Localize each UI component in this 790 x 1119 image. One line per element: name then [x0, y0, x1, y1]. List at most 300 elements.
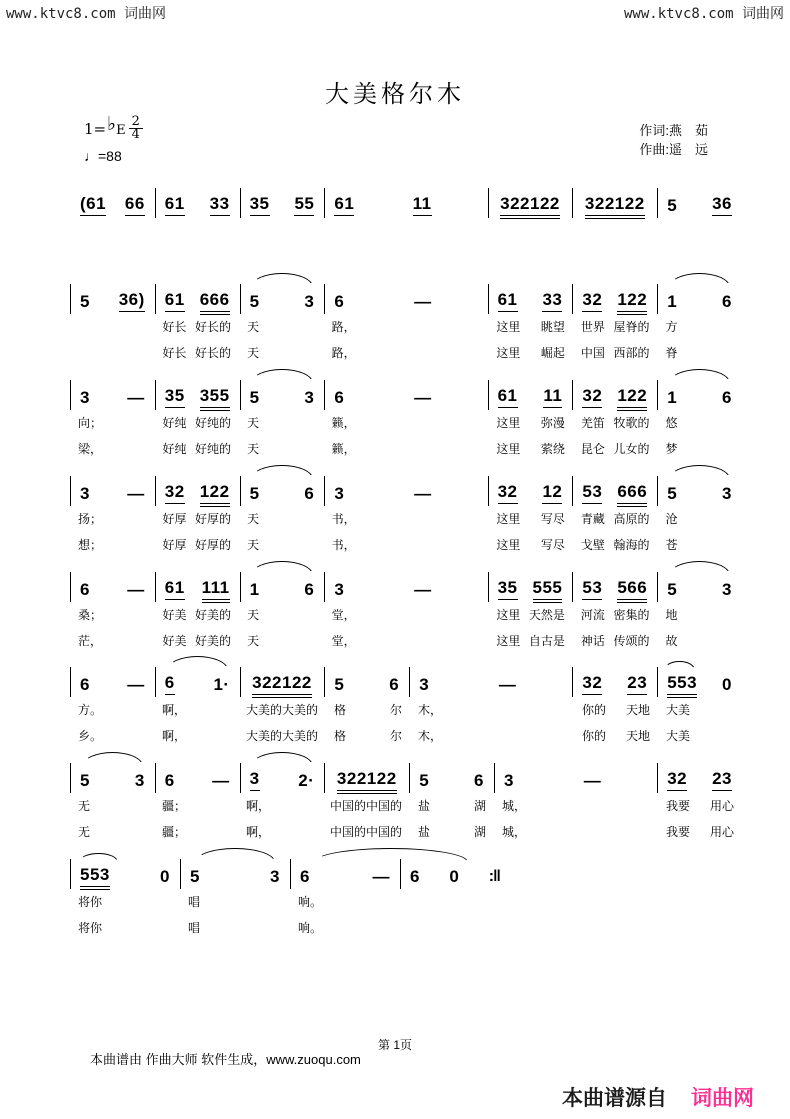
lyric-syllable: 堂， [331, 608, 356, 622]
note-group: 5 [249, 292, 260, 311]
lyric-syllable: 好长 [162, 346, 187, 360]
lyric-cell [400, 919, 510, 936]
measure [324, 176, 487, 218]
note-group: — [414, 484, 432, 503]
lyric-syllable: 书， [331, 512, 356, 526]
lyric-cell [657, 632, 742, 649]
note-group: 1 [667, 292, 678, 311]
lyric-cell [488, 414, 573, 431]
note-group: 55 [294, 194, 314, 216]
note-group: 32 [582, 290, 602, 312]
lyric-syllable: 湖 [474, 825, 487, 839]
lyric-cell [410, 727, 574, 744]
lyric-cell [70, 606, 155, 623]
lyric-syllable: 无 [78, 799, 91, 813]
note-group: 322122 [252, 673, 312, 695]
slur-arc [669, 465, 730, 479]
lyric-cell [573, 440, 658, 457]
lyric-cell [155, 606, 240, 623]
lyric-syllable: 方 [665, 320, 678, 334]
lyric-syllable: 羌笛 [580, 416, 605, 430]
measure [657, 560, 742, 602]
note-group: — [127, 388, 145, 407]
measure [657, 368, 742, 410]
lyric-syllable: 天 [247, 320, 260, 334]
lyric-syllable: 木， [418, 703, 443, 717]
slur-arc [251, 561, 312, 575]
lyric-syllable: 响。 [298, 921, 323, 935]
lyric-syllable: 啊， [162, 703, 187, 717]
lyricist-credit: 作词:燕 茹 [639, 123, 708, 138]
time-top: 2 [129, 116, 143, 129]
note-group: 0 [722, 675, 732, 694]
lyric-row-verse-2 [70, 344, 742, 361]
measure [155, 751, 240, 793]
note-group: 5 [249, 388, 260, 407]
note-group: 6 [164, 771, 175, 790]
lyric-syllable: 格 [334, 703, 347, 717]
lyric-cell [324, 414, 489, 431]
lyric-syllable: 天 [247, 442, 260, 456]
lyric-cell [488, 344, 573, 361]
system-4 [70, 464, 742, 552]
measure [572, 464, 657, 506]
page-title: 大美格尔木 [325, 80, 465, 108]
lyric-syllable: 茫， [78, 634, 103, 648]
note-group: 3 [722, 484, 732, 503]
slur-arc [251, 752, 312, 766]
measure [240, 655, 325, 697]
note-group: 6 [80, 675, 90, 694]
note-group: 61 [498, 290, 518, 312]
lyric-syllable: 城， [502, 825, 527, 839]
note-group: 566 [617, 578, 647, 600]
lyric-syllable: 格 [334, 729, 347, 743]
note-group: — [414, 292, 432, 311]
lyric-syllable: 好长的 [195, 346, 232, 360]
lyric-syllable: 盐 [418, 825, 431, 839]
lyric-syllable: 地 [665, 608, 678, 622]
lyric-cell [657, 318, 742, 335]
lyric-syllable: 天地 [626, 729, 651, 743]
measure [70, 560, 155, 602]
lyric-cell [573, 344, 658, 361]
site-watermark-right: www.ktvc8.com 词曲网 [623, 6, 784, 22]
measure [657, 176, 742, 218]
note-group: 6 [334, 292, 345, 311]
lyric-syllable: 将你 [78, 895, 103, 909]
lyric-syllable: 中国 [580, 346, 605, 360]
note-group: 6 [410, 867, 420, 886]
note-group: 33 [542, 290, 562, 312]
lyric-syllable: 堂， [331, 634, 356, 648]
measure [155, 464, 240, 506]
note-group: 33 [210, 194, 230, 216]
lyric-syllable: 好纯的 [195, 442, 232, 456]
lyric-syllable: 好纯 [162, 416, 187, 430]
note-group: 3 [80, 388, 90, 407]
lyric-cell [155, 632, 240, 649]
lyric-syllable: 沧 [665, 512, 678, 526]
notes-row [70, 751, 742, 793]
measure [70, 272, 155, 314]
lyric-syllable: 木， [418, 729, 443, 743]
measure [488, 368, 573, 410]
notes-row [70, 368, 742, 410]
measure [324, 560, 487, 602]
lyric-syllable: 天然是 [528, 608, 565, 622]
lyric-cell [657, 536, 742, 553]
lyric-syllable: 唱 [188, 895, 201, 909]
notes-row [70, 655, 742, 697]
note-group: 6 [304, 580, 315, 599]
note-group: 61 [334, 194, 354, 216]
lyric-syllable: 好厚的 [195, 512, 232, 526]
system-2 [70, 272, 742, 360]
lyric-syllable: 天 [247, 608, 260, 622]
lyric-syllable: 传颂的 [613, 634, 650, 648]
measure [657, 655, 742, 697]
measure [400, 847, 510, 889]
lyric-syllable: 我要 [666, 825, 691, 839]
lyric-syllable: 大美的大美的 [246, 703, 319, 717]
lyric-row-verse-1 [70, 318, 742, 335]
lyric-syllable: 好厚的 [195, 538, 232, 552]
system-3 [70, 368, 742, 456]
lyric-row-verse-1 [70, 797, 742, 814]
lyric-cell [239, 414, 324, 431]
lyric-syllable: 籁， [331, 416, 356, 430]
lyric-cell [326, 701, 410, 718]
lyric-syllable: 河流 [580, 608, 605, 622]
lyric-cell [494, 823, 658, 840]
lyric-cell [70, 701, 154, 718]
lyric-cell [658, 727, 742, 744]
note-group: — [212, 771, 230, 790]
lyric-row-verse-1 [70, 606, 742, 623]
lyric-cell [658, 797, 742, 814]
note-group: 6 [300, 867, 310, 886]
lyric-syllable: 故 [665, 634, 678, 648]
note-group: 3 [270, 867, 280, 886]
key-note: E [116, 123, 126, 138]
lyric-cell [180, 919, 290, 936]
final-repeat-barline: :‖ [488, 868, 500, 885]
note-group: (61 [80, 194, 106, 216]
lyric-cell [239, 318, 324, 335]
note-group: 35 [498, 578, 518, 600]
lyric-syllable: 高原的 [613, 512, 650, 526]
lyric-cell [488, 536, 573, 553]
lyric-syllable: 桑； [78, 608, 103, 622]
measure [572, 368, 657, 410]
note-group: 32 [582, 386, 602, 408]
measure [409, 655, 572, 697]
lyric-syllable: 脊 [665, 346, 678, 360]
note-group: 5 [667, 580, 678, 599]
lyric-row-verse-2 [70, 727, 742, 744]
lyric-cell [324, 318, 489, 335]
note-group: 6 [304, 484, 315, 503]
lyric-cell [324, 536, 489, 553]
measure [155, 176, 240, 218]
slur-arc [82, 752, 143, 766]
lyric-cell [70, 727, 154, 744]
measure [488, 176, 573, 218]
lyric-syllable: 好纯 [162, 442, 187, 456]
lyric-cell [488, 510, 573, 527]
lyric-cell [324, 344, 489, 361]
lyric-syllable: 屋脊的 [613, 320, 650, 334]
note-group: 23 [627, 673, 647, 695]
note-group: 5 [667, 196, 678, 215]
slur-arc [251, 465, 312, 479]
lyric-syllable: 崛起 [540, 346, 565, 360]
note-group: 3 [503, 771, 514, 790]
measure [240, 464, 325, 506]
note-group: 666 [200, 290, 230, 312]
slur-arc [664, 661, 695, 670]
note-group: 3 [134, 771, 145, 790]
lyric-syllable: 啊， [162, 729, 187, 743]
measure [488, 464, 573, 506]
lyric-syllable: 你的 [582, 703, 607, 717]
lyric-syllable: 书， [331, 538, 356, 552]
note-group: 1 [667, 388, 678, 407]
tempo-marking: ♩=88 [84, 148, 122, 164]
note-group: 3 [250, 769, 260, 791]
note-group: 32 [498, 482, 518, 504]
measure [657, 272, 742, 314]
note-group: 5 [667, 484, 678, 503]
lyric-cell [573, 606, 658, 623]
lyric-syllable: 密集的 [613, 608, 650, 622]
lyric-syllable: 啊， [246, 825, 271, 839]
note-group: 3 [334, 484, 345, 503]
time-bottom: 4 [131, 127, 140, 142]
lyric-syllable: 悠 [665, 416, 678, 430]
measure [324, 464, 487, 506]
measure [324, 272, 487, 314]
lyric-cell [155, 440, 240, 457]
slur-arc [167, 656, 228, 670]
measure [70, 176, 155, 218]
lyric-syllable: 无 [78, 825, 91, 839]
lyric-syllable: 好美 [162, 608, 187, 622]
lyric-syllable: 这里 [496, 416, 521, 430]
note-group: 61 [165, 194, 185, 216]
note-group: 3 [419, 675, 430, 694]
lyric-syllable: 大美的大美的 [246, 729, 319, 743]
lyric-syllable: 好美的 [195, 634, 232, 648]
lyric-cell [155, 536, 240, 553]
note-group: 3 [334, 580, 345, 599]
note-group: 6 [474, 771, 484, 790]
measure [180, 847, 290, 889]
lyric-cell [657, 510, 742, 527]
lyric-cell [326, 727, 410, 744]
lyric-cell [70, 919, 180, 936]
measure [70, 655, 155, 697]
measure [488, 272, 573, 314]
lyric-cell [238, 823, 322, 840]
note-group: — [414, 580, 432, 599]
lyric-cell [154, 701, 238, 718]
source-site: 词曲网 [691, 1087, 754, 1110]
lyric-syllable: 弥漫 [540, 416, 565, 430]
note-group: — [127, 675, 145, 694]
lyric-cell [70, 440, 155, 457]
note-group: 12 [542, 482, 562, 504]
lyric-row-verse-2 [70, 440, 742, 457]
note-group: 36) [119, 290, 145, 312]
lyric-syllable: 天 [247, 634, 260, 648]
measure [572, 655, 657, 697]
note-group: 555 [533, 578, 563, 600]
lyric-row-verse-1 [70, 893, 510, 910]
note-group: 5 [249, 484, 260, 503]
lyric-cell [574, 727, 658, 744]
lyric-cell [70, 893, 180, 910]
lyric-syllable: 苍 [665, 538, 678, 552]
lyric-syllable: 路， [331, 320, 356, 334]
system-5 [70, 560, 742, 648]
system-6 [70, 655, 742, 743]
lyric-syllable: 乡。 [78, 729, 103, 743]
note-group: 11 [543, 386, 562, 408]
lyric-syllable: 啊， [246, 799, 271, 813]
note-group: 3 [722, 580, 732, 599]
lyric-syllable: 好厚 [162, 512, 187, 526]
lyric-cell [238, 727, 326, 744]
measure [324, 655, 409, 697]
lyric-syllable: 世界 [580, 320, 605, 334]
lyric-syllable: 中国的中国的 [330, 799, 403, 813]
lyric-cell [573, 632, 658, 649]
note-group: 35 [250, 194, 270, 216]
slur-arc [195, 848, 274, 862]
note-group: 553 [667, 673, 697, 695]
note-group: 553 [80, 865, 110, 887]
note-group: 355 [200, 386, 230, 408]
notes-row [70, 176, 742, 218]
note-group: 5 [419, 771, 430, 790]
measure [572, 560, 657, 602]
note-group: — [127, 484, 145, 503]
lyric-cell [239, 632, 324, 649]
lyric-syllable: 这里 [496, 608, 521, 622]
lyric-cell [239, 606, 324, 623]
lyric-syllable: 写尽 [540, 538, 565, 552]
note-group: 36 [712, 194, 732, 216]
lyric-syllable: 写尽 [540, 512, 565, 526]
measure [155, 655, 240, 697]
lyric-syllable: 自古是 [528, 634, 565, 648]
lyric-syllable: 唱 [188, 921, 201, 935]
lyric-cell [488, 318, 573, 335]
site-watermark-left: www.ktvc8.com 词曲网 [6, 6, 167, 22]
note-group: 1 [249, 580, 260, 599]
lyric-cell [324, 606, 489, 623]
lyric-syllable: 大美 [666, 729, 691, 743]
flat-sign-icon: ♭ [107, 112, 117, 135]
note-group: 66 [125, 194, 145, 216]
lyric-cell [155, 414, 240, 431]
note-group: 53 [582, 482, 602, 504]
system-7 [70, 751, 742, 839]
note-group: 111 [202, 578, 230, 600]
lyric-syllable: 天 [247, 538, 260, 552]
lyric-row-verse-1 [70, 510, 742, 527]
measure [70, 847, 180, 889]
lyric-cell [573, 536, 658, 553]
lyric-cell [573, 414, 658, 431]
lyric-syllable: 牧歌的 [613, 416, 650, 430]
lyric-syllable: 疆； [162, 799, 187, 813]
key-prefix: 1= [84, 119, 107, 138]
lyric-syllable: 籁， [331, 442, 356, 456]
note-group: 2· [298, 771, 315, 790]
lyric-syllable: 这里 [496, 512, 521, 526]
source-branding [562, 1082, 754, 1112]
note-group: 5 [190, 867, 200, 886]
lyric-syllable: 盐 [418, 799, 431, 813]
lyric-syllable: 儿女的 [613, 442, 650, 456]
lyric-cell [658, 823, 742, 840]
lyric-cell [70, 536, 155, 553]
note-group: 322122 [500, 194, 560, 216]
note-group: 32 [582, 673, 602, 695]
lyric-cell [574, 701, 658, 718]
note-group: 32 [165, 482, 185, 504]
notes-row [70, 464, 742, 506]
lyric-syllable: 你的 [582, 729, 607, 743]
notes-row [70, 847, 510, 889]
measure [70, 368, 155, 410]
measure [155, 272, 240, 314]
lyric-cell [488, 440, 573, 457]
note-group: 122 [617, 386, 647, 408]
lyric-syllable: 天 [247, 416, 260, 430]
note-group: 3 [80, 484, 90, 503]
lyric-syllable: 这里 [496, 320, 521, 334]
lyric-syllable: 想； [78, 538, 103, 552]
lyric-cell [410, 701, 574, 718]
composer-credit: 作曲:遥 远 [639, 142, 708, 157]
lyric-cell [290, 919, 400, 936]
measure [488, 560, 573, 602]
lyric-row-verse-2 [70, 632, 742, 649]
lyric-row-verse-1 [70, 701, 742, 718]
lyric-cell [657, 606, 742, 623]
lyric-cell [239, 536, 324, 553]
note-group: 6 [389, 675, 400, 694]
slur-arc [79, 853, 119, 862]
measure [240, 272, 325, 314]
measure [290, 847, 400, 889]
lyric-cell [322, 797, 410, 814]
lyric-cell [658, 701, 742, 718]
slur-arc [251, 369, 312, 383]
lyric-syllable: 我要 [666, 799, 691, 813]
measure [70, 751, 155, 793]
notes-row [70, 560, 742, 602]
slur-arc [251, 273, 312, 287]
measure [657, 751, 742, 793]
lyric-cell [239, 344, 324, 361]
lyric-cell [324, 440, 489, 457]
lyric-cell [573, 510, 658, 527]
